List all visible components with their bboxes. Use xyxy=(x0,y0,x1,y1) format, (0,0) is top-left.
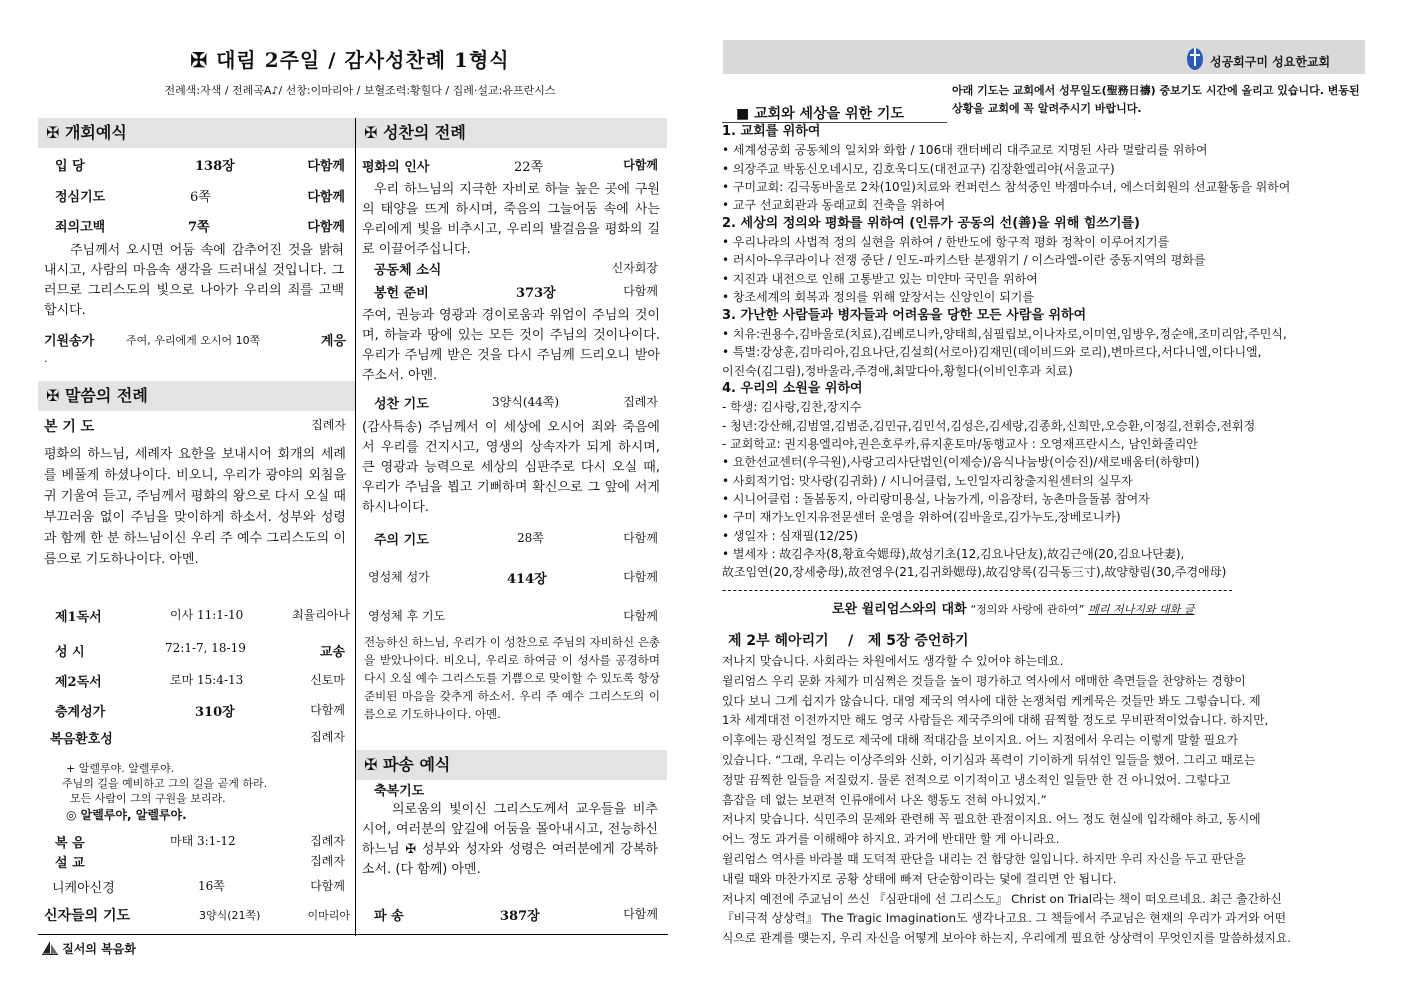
dialog-line: 있습니다. “그래, 우리는 이상주의와 신화, 이기심과 폭력이 기이하게 뒤섞인 일들을 했어. 그리고 때로는 xyxy=(722,753,1256,767)
row-number: 6쪽 xyxy=(190,190,211,205)
dialog-line: 있다 보니 그게 쉽지가 않습니다. 대영 제국의 역사에 대한 논쟁처럼 케케묵은 것들만 봐도 그렇습니다. 제 xyxy=(722,693,1261,708)
church-name: 성공회구미 성요한교회 xyxy=(1210,55,1331,69)
row-number: 310장 xyxy=(195,705,235,720)
row-role: 집례자 xyxy=(623,395,658,409)
row-label: 제2독서 xyxy=(55,675,102,690)
row-ref: 로마 15:4-13 xyxy=(170,673,244,687)
row-label: 죄의고백 xyxy=(55,220,106,235)
footer-logo xyxy=(42,940,136,958)
row-number: 22쪽 xyxy=(514,160,544,175)
dash-divider: ------------------------------------------------------------------------------------------------ xyxy=(722,583,1234,597)
dialog-line: 정말 끔찍한 일들을 저질렀지. 물론 전적으로 이기적이고 냉소적인 일들만 한 건 아니었어. 그렇다고 xyxy=(722,772,1231,787)
dialog-line: 어느 정도 과거를 이해해야 하지요. 과거에 반대만 할 게 아니라요. xyxy=(722,832,1060,847)
row-number: 3양식(21쪽) xyxy=(199,909,261,922)
dialog-line: 저나지 맞습니다. 사회라는 차원에서도 생각할 수 있어야 하는데요. xyxy=(722,654,1064,668)
dialog-heading xyxy=(832,598,1194,617)
prayer-line: • 생일자 : 심재필(12/25) xyxy=(722,528,859,543)
post-communion-text: 전능하신 하느님, 우리가 이 성찬으로 주님의 자비하신 은총을 받았나이다. 비오니, 우리로 하여금 이 성사를 공경하며 다시 오실 예수 그리스도를 기쁨으로 맞이할 수 있도록 항상 준비된 마음을 갖추게 하소서. 우리 주 예수 그리스도의 이름으로 기도하나이다. 아멘. xyxy=(364,635,660,721)
row-number: 16쪽 xyxy=(198,879,225,893)
prayer-line: 1. 교회를 위하여 xyxy=(722,124,821,139)
page-title: ✠ 대림 2주일 / 감사성찬례 1형식 xyxy=(190,48,510,72)
row-ref: 마태 3:1-12 xyxy=(170,834,236,848)
prayer-line: 2. 세상의 정의와 평화를 위하여 (인류가 공동의 선(善)을 위해 힘쓰기를) xyxy=(722,215,1140,231)
prayer-line: • 우리나라의 사법적 정의 실현을 위하여 / 한반도에 항구적 평화 정착이 이루어지기를 xyxy=(722,235,1170,250)
prayer-line: • 구미 재가노인지유전문센터 운영을 위하여(김바울로,김가누도,장베로니카) xyxy=(722,510,1121,525)
prayer-line: • 세계성공회 공동체의 일치와 화합 / 106대 캔터베리 대주교로 지명된 사라 멀랄리를 위하여 xyxy=(722,143,1208,158)
row-role: 집례자 xyxy=(310,730,345,744)
row-label: 영성체 성가 xyxy=(368,570,430,584)
row-label: 평화의 인사 xyxy=(362,160,430,175)
row-role: 집례자 xyxy=(310,854,345,868)
section-header-eucharist: ✠ 성찬의 전례 xyxy=(356,118,667,148)
dialog-line: 내릴 때와 마찬가지로 공황 상태에 빠져 단순함이라는 덫에 걸리면 안 됩니다. xyxy=(722,871,1117,886)
row-number: 7쪽 xyxy=(188,220,210,235)
dialog-title: 로완 윌리엄스와의 대화 xyxy=(832,602,967,617)
row-role: 다함께 xyxy=(623,158,658,172)
row-label: 복 음 xyxy=(55,836,85,851)
row-label: 신자들의 기도 xyxy=(44,908,131,924)
row-role: 집례자 xyxy=(311,418,346,432)
blessing-text: 의로움의 빛이신 그리스도께서 교우들을 비추시어, 여러분의 앞길에 어둠을 몰아내시고, 전능하신 하느님 ✠ 성부와 성자와 성령은 여러분에게 강복하소서. (다 함께) 아멘. xyxy=(362,802,658,877)
dialog-line: 이후에는 광신적일 정도로 제국에 대해 적대감을 보이지요. 어느 지점에서 우리는 이렇게 말할 필요가 xyxy=(722,733,1238,748)
prayer-line: • 시니어클럽 : 돌봄동지, 아리랑미용실, 나눔가게, 이음장터, 농촌마을돌봄 참여자 xyxy=(722,492,1150,506)
row-label: 파 송 xyxy=(374,909,404,924)
row-number: 28쪽 xyxy=(517,531,544,545)
row-role: 계응 xyxy=(320,334,346,349)
eucharistic-prayer-text: (감사특송) 주님께서 이 세상에 오시어 죄와 죽음에서 우리를 건지시고, 영생의 상속자가 되게 하시며, 큰 영광과 능력으로 세상의 심판주로 다시 오실 때, 우리가 주님을 뵙고 기뻐하며 확신으로 그 앞에 서게 하시나이다. xyxy=(362,420,660,515)
peace-text: 우리 하느님의 지극한 자비로 하늘 높은 곳에 구원의 태양을 뜨게 하시며, 죽음의 그늘어둠 속에 사는 우리에게 빛을 비추시고, 우리의 발걸음을 평화의 길로 이끌어주십니다. xyxy=(362,182,660,257)
prayer-line: • 교구 선교회관과 동래교회 건축을 위하여 xyxy=(722,198,946,213)
row-label: 본 기 도 xyxy=(44,419,95,435)
column-divider xyxy=(355,118,356,936)
dialog-subtitle: “정의와 사랑에 관하여” xyxy=(970,603,1085,616)
row-role: 다함께 xyxy=(307,190,345,205)
footer-rule xyxy=(38,934,668,935)
row-label: 봉헌 준비 xyxy=(374,286,429,301)
row-label: 층계성가 xyxy=(55,705,106,720)
row-role: 신자회장 xyxy=(611,261,658,275)
row-label: 성 시 xyxy=(55,645,85,660)
row-label: 정심기도 xyxy=(55,190,106,205)
row-role: 집례자 xyxy=(310,834,345,848)
sail-icon xyxy=(42,941,58,958)
alleluia-line: ◎ 알렐루야, 알렐루야. xyxy=(66,808,187,822)
row-role: 교송 xyxy=(319,645,345,660)
row-label: 설 교 xyxy=(55,856,85,871)
row-role: 신토마 xyxy=(310,673,345,687)
confession-text: 주님께서 오시면 어둠 속에 감추어진 것을 밝혀내시고, 사람의 마음속 생각을 드러내실 것입니다. 그러므로 그리스도의 빛으로 나아가 우리의 죄를 고백합시다. xyxy=(44,243,344,318)
row-role: 이마리아 xyxy=(307,909,350,922)
liturgy-info: 전례색:자색 / 전례곡A♪/ 선창:이마리아 / 보혈조력:황힐다 / 집례·설교:유프란시스 xyxy=(164,84,556,97)
row-role: 최율리아나 xyxy=(292,608,350,622)
row-role: 다함께 xyxy=(310,703,345,717)
row-label: 공동체 소식 xyxy=(374,263,442,278)
prayer-line: 이진숙(김그림),정바울라,주경애,최말다아,황힐다(이비인후과 치료) xyxy=(722,363,1073,378)
row-role: 다함께 xyxy=(310,879,345,893)
part-title: 제 2부 헤아리기 / 제 5장 증언하기 xyxy=(728,633,969,649)
prayer-line: • 특별:강상훈,김마리아,김요나단,김설희(서로아)김재민(데이비드와 로리),변마르다,서다니엘,이다니엘, xyxy=(722,345,1262,360)
prayer-line: • 창조세계의 회복과 정의를 위해 앞장서는 신앙인이 되기를 xyxy=(722,290,1034,305)
row-label: 주의 기도 xyxy=(374,533,429,548)
footer-text: 질서의 복음화 xyxy=(62,942,136,956)
dot: . xyxy=(44,352,48,365)
row-label: 입 당 xyxy=(55,159,85,174)
blessing-label: 축복기도 xyxy=(374,784,425,799)
prayer-line: • 별세자 : 故김추자(8,황효숙媤母),故성기초(12,김요나단友),故김근애(20,김요나단妻), xyxy=(722,547,1185,562)
row-role: 다함께 xyxy=(307,159,345,174)
prayer-line: • 사회적기업: 맛사랑(김귀화) / 시니어클럽, 노인일자리창출지원센터의 실무자 xyxy=(722,473,1133,488)
row-ref: 이사 11:1-10 xyxy=(170,608,244,622)
row-label: 복음환호성 xyxy=(50,732,113,747)
notice-text: 아래 기도는 교회에서 성무일도(聖務日禱) 중보기도 시간에 올리고 있습니다. 변동된 상황을 교회에 꼭 알려주시기 바랍니다. xyxy=(952,84,1360,115)
prayer-line: 4. 우리의 소원을 위하여 xyxy=(722,380,863,396)
prayer-line: - 청년:강산해,김범열,김범준,김민규,김민석,김성은,김세랑,김종화,신희만,오승환,이정길,전휘승,전휘정 xyxy=(722,418,1256,433)
section-header-opening: ✠ 개회예식 xyxy=(38,118,355,148)
row-ref: 72:1-7, 18-19 xyxy=(165,641,246,655)
dialog-line: 윌리엄스 역사를 바라볼 때 도덕적 판단을 내리는 건 합당한 일입니다. 하지만 우리 자신을 두고 판단을 xyxy=(722,852,1246,866)
dialog-line: 저나지 맞습니다. 식민주의 문제와 관련해 꼭 필요한 관점이지요. 어느 정도 현실에 입각해야 하고, 동시에 xyxy=(722,812,1261,827)
row-number: 138장 xyxy=(195,159,235,174)
alleluia-line: + 알렐루야. 알렐루야. xyxy=(66,762,175,775)
row-text: 주여, 우리에게 오시어 10쪽 xyxy=(126,334,261,347)
prayer-line: • 구미교회: 김극동바울로 2차(10일)치료와 컨퍼런스 참석중인 박젬마수녀, 에스더회원의 선교활동을 위하여 xyxy=(722,180,1291,195)
prayer-line: 3. 가난한 사람들과 병자들과 어려움을 당한 모든 사람을 위하여 xyxy=(722,307,1087,323)
section-header-dismissal: ✠ 파송 예식 xyxy=(356,750,667,780)
alleluia-line: 주님의 길을 예비하고 그의 길을 곧게 하라. xyxy=(62,777,268,790)
prayer-line: • 러시아-우쿠라이나 전쟁 중단 / 인도-파키스탄 분쟁위기 / 이스라엘-이란 중동지역의 평화를 xyxy=(722,253,1206,268)
row-number: 373장 xyxy=(516,286,556,301)
row-number: 414장 xyxy=(507,572,547,587)
row-role: 다함께 xyxy=(623,531,658,545)
row-role: 다함께 xyxy=(623,609,658,623)
dialog-line: 윌리엄스 우리 문화 자체가 미심쩍은 것들을 높이 평가하고 역사에서 애매한 측면들을 찬양하는 경향이 xyxy=(722,673,1246,688)
dialog-line: 1차 세계대전 이전까지만 해도 영국 사람들은 제국주의에 대해 끔찍할 정도로 무비판적이었습니다. 하지만, xyxy=(722,713,1269,728)
row-number: 387장 xyxy=(500,909,540,924)
section-header-word: ✠ 말씀의 전례 xyxy=(38,381,355,411)
row-label: 성찬 기도 xyxy=(374,397,429,412)
row-label: 제1독서 xyxy=(55,610,102,625)
row-label: 영성체 후 기도 xyxy=(368,609,446,623)
prayer-line: 故조임연(20,장세충母),故전영우(21,김귀화媤母),故김양록(김극동三寸),故양향림(30,주경애母) xyxy=(722,565,1227,580)
prayer-line: • 치유:권용수,김바울로(치료),김베로니카,양태희,심필립보,이나자로,이미연,임방우,정순애,조미리암,주민식, xyxy=(722,326,1287,341)
prayer-line: - 교회학교: 권지용엘리야,권은호루카,류지훈토마/동행교사 : 오영재프란시스, 남인화줄리안 xyxy=(722,436,1198,451)
dialog-line: 식으로 관계를 맺는지, 우리 자신을 어떻게 보아야 하는지, 우리에게 필요한 상상력이 무엇인지를 말씀하셨지요. xyxy=(722,931,1292,946)
dialog-line: 흠잡을 데 없는 보편적 인류애에서 나온 행동도 전혀 아니었지.” xyxy=(722,792,1047,807)
offering-text: 주여, 권능과 영광과 경이로움과 위엄이 주님의 것이며, 하늘과 땅에 있는 모든 것이 주님의 것이나이다. 우리가 주님께 받은 것을 다시 주님께 드리오니 받아주소서. 아멘. xyxy=(362,308,660,383)
church-seal-icon xyxy=(1186,45,1204,75)
dialog-line: 『비극적 상상력』 The Tragic Imagination도 생각나고요. 그 책들에서 주교님은 현재의 우리가 과거와 어떤 xyxy=(722,911,1287,926)
alleluia-line: 모든 사람이 그의 구원을 보리라. xyxy=(70,792,226,805)
row-role: 다함께 xyxy=(623,284,658,298)
row-label: 기원송가 xyxy=(44,334,95,349)
prayer-line: • 의장주교 박동신오네시모, 김호욱디도(대전교구) 김장환엘리야(서울교구) xyxy=(722,161,1115,176)
collect-text: 평화의 하느님, 세례자 요한을 보내시어 회개의 세례를 베풀게 하셨나이다. 비오니, 우리가 광야의 외침을 귀 기울여 듣고, 주님께서 평화의 왕으로 다시 오실 때 부끄러움 없이 주님을 맞이하게 하소서. 성부와 성령과 함께 한 분 하느님이신 우리 주 예수 그리스도의 이름으로 기도하나이다. 아멘. xyxy=(44,447,346,567)
row-number: 3양식(44쪽) xyxy=(492,395,560,409)
row-label: 니케아신경 xyxy=(52,881,115,896)
row-role: 다함께 xyxy=(307,220,345,235)
prayer-line: • 지진과 내전으로 인해 고통받고 있는 미얀마 국민을 위하여 xyxy=(722,271,1038,286)
prayer-line: • 요한선교센터(우극원),사랑고리사단법인(이제승)/음식나눔방(이승진)/새로배움터(하향미) xyxy=(722,455,1200,470)
row-role: 다함께 xyxy=(623,907,658,921)
prayer-section-title: ■ 교회와 세상을 위한 기도 xyxy=(736,106,904,122)
row-role: 다함께 xyxy=(623,570,658,584)
prayer-line: - 학생: 김사랑,김찬,장지수 xyxy=(722,400,862,415)
dialog-line: 저나지 예전에 주교님이 쓰신 『심판대에 선 그리스도』 Christ on Trial라는 책이 떠오르네요. 최근 출간하신 xyxy=(722,891,1282,906)
dialog-author: 메리 저나지와 대화 글 xyxy=(1088,603,1195,616)
